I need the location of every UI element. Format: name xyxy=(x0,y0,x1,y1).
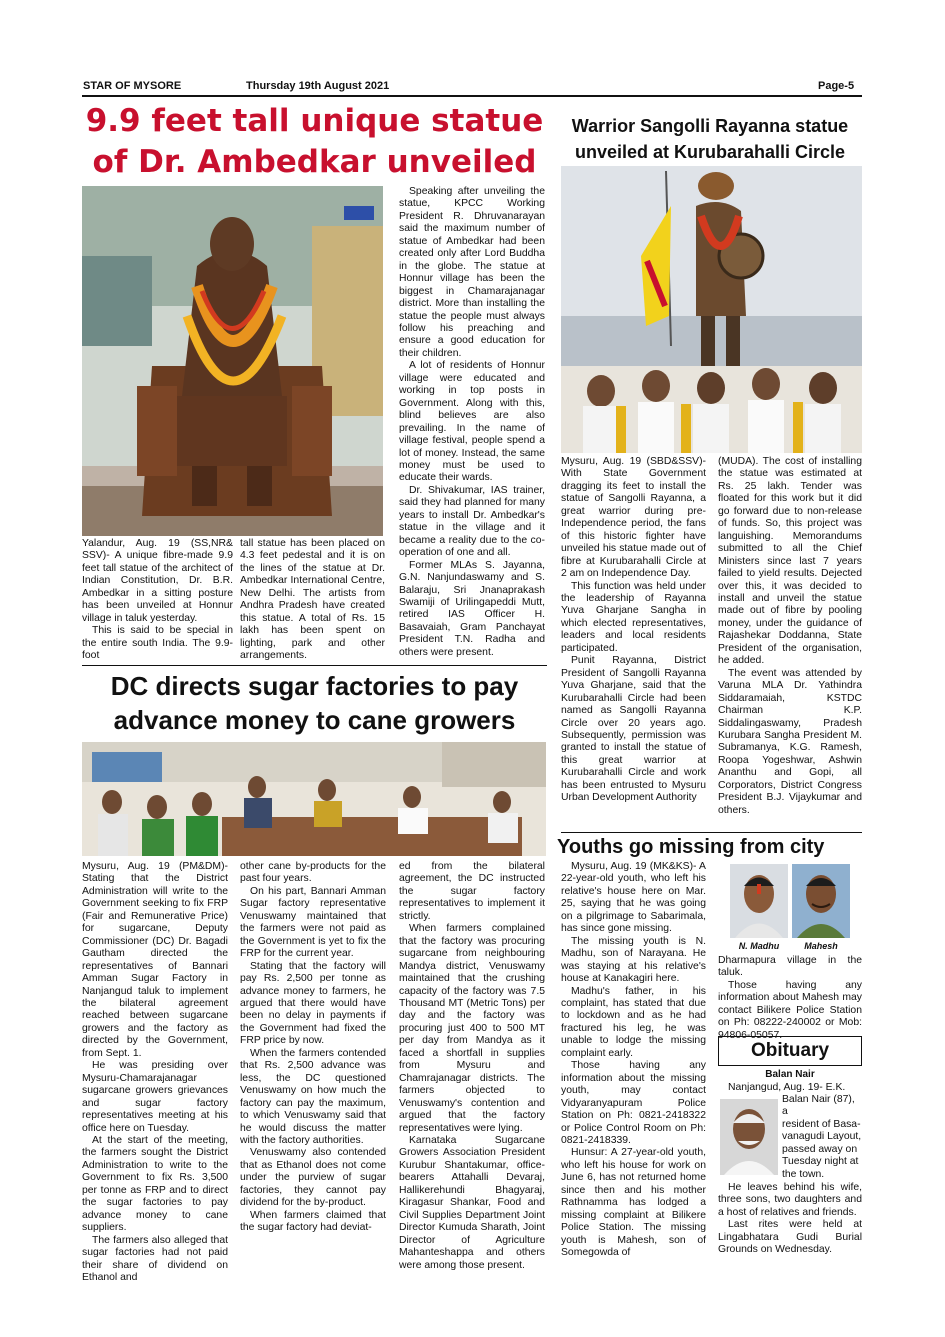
youths-col2 xyxy=(718,955,862,1042)
rayanna-col2-para2: The event was attended by Varuna MLA Dr. Yathindra Siddaramaiah, KSTDC Chairman K.P. Siddalingaswamy, Pradesh Kurubara Sangha President M. Subramanya, K.G. Ramesh, Roopa Yogeshwar, Ashwin Ananthu and Gopi, all Corporators, District Congress President B.J. Vijaykumar and others. xyxy=(718,667,862,816)
obituary-wrap-line-2: Balan Nair (87), a xyxy=(782,1094,855,1118)
sugar-col2-para1: other cane by-products for the past four years. xyxy=(240,861,386,885)
ambedkar-col1-para2: This is said to be special in the entire south India. The 9.9-foot xyxy=(82,625,233,662)
ambedkar-col1-para1: Yalandur, Aug. 19 (SS,NR& SSV)- A unique fibre-made 9.9 feet tall statue of the architect of Indian Constitution, Dr. B.R. Ambedkar in a sitting posture has been unveiled at Honnur village in taluk yesterday. xyxy=(82,538,233,624)
obituary-intro-line xyxy=(718,1082,862,1094)
sugar-col2-para5: Venuswamy also contended that as Ethanol does not come under the purview of sugar factories, they cannot pay dividend for the by-product. xyxy=(240,1147,386,1209)
obituary-wrap-line-4: vanagudi Layout, xyxy=(782,1131,862,1143)
rayanna-headline-line1: Warrior Sangolli Rayanna statue xyxy=(571,116,849,136)
ambedkar-col3-para3: Dr. Shivakumar, IAS trainer, said they had planned for many years to install Dr. Ambedkar's statue in the village and it became a reality due to the co-operation of one and all. xyxy=(399,484,545,559)
obituary-photo xyxy=(720,1099,778,1175)
sugar-meeting-photo xyxy=(82,742,546,856)
obituary-wrap-line-3: resident of Basa- xyxy=(782,1118,861,1130)
section-divider-right xyxy=(561,832,862,833)
sugar-col1-para4: The farmers also alleged that sugar factories had not paid their share of dividend on Ethanol and xyxy=(82,1234,228,1283)
masthead-rule xyxy=(82,95,862,97)
obituary-rest-para2: Last rites were held at Lingabhatara Gudi Burial Grounds on Wednesday. xyxy=(718,1219,862,1256)
obituary-heading: Obituary xyxy=(718,1036,862,1066)
ambedkar-col3-para1: Speaking after unveiling the statue, KPCC Working President R. Dhruvanarayan said the maximum number of statue of Ambedkar had been created only after Lord Buddha in the globe. The statue at Honnur village has been the biggest in Chamarajanagar district. More than installing the statue the people must always follow his preaching and ensure a good education for their children. xyxy=(399,186,545,359)
page-number: Page-5 xyxy=(818,80,855,92)
issue-date: Thursday 19th August 2021 xyxy=(246,80,390,92)
section-divider-left xyxy=(82,665,547,666)
youths-col2-para2: Those having any information about Mahesh may contact Bilikere Police Station on Ph: 08222-240002 or Mob: 94806-05057. xyxy=(718,979,862,1041)
rayanna-col1-para1: Mysuru, Aug. 19 (SBD&SSV)- With State Government dragging its feet to install the statue of Sangolli Rayanna, a great warrior during pre-Independence period, the fans of this historic fighter have unveiled his statue made out of fibre at Kurubarahalli Circle at 2 am on Independence Day. xyxy=(561,456,706,580)
ambedkar-col1 xyxy=(82,538,233,663)
ambedkar-headline-line1: 9.9 feet tall unique statue xyxy=(85,103,544,139)
obituary-wrap-text xyxy=(782,1094,862,1181)
obituary-wrap-line-5: passed away on xyxy=(782,1143,858,1155)
youths-col1-para3: Madhu's father, in his complaint, has stated that due to lockdown and as he had fractured his leg, he was unable to lodge the missing complaint early. xyxy=(561,985,706,1059)
youths-col1 xyxy=(561,861,706,1260)
ambedkar-col2 xyxy=(240,538,385,663)
sugar-col2-para3: Stating that the factory will pay Rs. 2,500 per tonne as advance money to farmers, he argued that there would have been no delay in payments if the Government had fixed the FRP price by now. xyxy=(240,960,386,1047)
youths-col2-para1: Dharmapura village in the taluk. xyxy=(718,955,862,979)
youths-headline: Youths go missing from city xyxy=(557,836,825,858)
sugar-col2-para6: When farmers claimed that the sugar factory had deviat- xyxy=(240,1209,386,1234)
obituary-rest-para1: He leaves behind his wife, three sons, two daughters and a host of relatives and friends. xyxy=(718,1182,862,1218)
mahesh-photo xyxy=(792,864,850,938)
ambedkar-col3-para2: A lot of residents of Honnur village were educated and working in top posts in Government. Along with this, blind believes are also prevailing. In the name of village festival, people spend a lot of money. Instead, the same money must be used to educate their wards. xyxy=(399,360,545,484)
obituary-wrap-line-1: Nanjangud, Aug. 19- E.K. xyxy=(728,1082,846,1093)
sugar-headline-line2: advance money to cane growers xyxy=(113,705,516,735)
sugar-col1-para3: At the start of the meeting, the farmers sought the District Administration to write to the Government to fix Rs. 3,500 per tonne as FRP and to direct the sugar factories to pay advance money to cane suppliers. xyxy=(82,1134,228,1234)
rayanna-statue-photo xyxy=(561,166,862,453)
sugar-col1-para1: Mysuru, Aug. 19 (PM&DM)- Stating that the District Administration will write to the Government seeking to fix FRP (Fair and Remunerative Price) for sugarcane, Deputy Commissioner (DC) Dr. Bagadi Gautham directed the representatives of Bannari Amman Sugar Factory in Nanjangud taluk to implement the bilateral agreement reached between sugarcane growers and the factory as directed by the Government, from Sept. 1. xyxy=(82,861,228,1059)
youths-col1-para4: Those having any information about the missing youth, may contact Vidyaranyapuram Police Station on Ph: 0821-2418322 or Police Control Room on Ph: 0821-2418339. xyxy=(561,1060,706,1146)
youths-col1-para2: The missing youth is N. Madhu, son of Narayana. He was staying at his relative's house at Kanakagiri here. xyxy=(561,935,706,985)
sugar-col1 xyxy=(82,861,228,1284)
rayanna-col1-para2: This function was held under the leadership of Rayanna Yuva Gharjane Sangha in which elected representatives, leaders and local residents participated. xyxy=(561,580,706,654)
rayanna-col2-para1: (MUDA). The cost of installing the statue was estimated at Rs. 25 lakh. Tender was floated for this work but it did go forward due to non-release of funds. So, this project was languishing. Memorandums submitted to all the Chief Ministers since last 7 years failed to yield results. Dejected over this, it was decided to install and unveil the statue made out of fibre by pooling money, under the guidance of Rajashekar Doddanna, State President of the organisation, he added. xyxy=(718,456,862,667)
rayanna-col1-para3: Punit Rayanna, District President of Sangolli Rayanna Yuva Gharjane, said that the Kurubarahalli Circle had been named as Sangolli Rayanna Circle over 20 years ago. Subsequently, permission was granted to install the statue of this great warrior at Kurubarahalli Circle and work has been entrusted to Mysuru Urban Development Authority xyxy=(561,655,706,804)
ambedkar-col3 xyxy=(399,186,545,659)
obituary-name: Balan Nair xyxy=(765,1069,815,1080)
ambedkar-col2-para1: tall statue has been placed on 4.3 feet pedestal and it is on the lines of the statue at Dr. Ambedkar International Centre, New Delhi. The artists from Andhra Pradesh have created this statue. A total of Rs. 15 lakh has been spent on lighting, park and other arrangements. xyxy=(240,538,385,662)
mahesh-caption: Mahesh xyxy=(804,941,838,951)
sugar-col3-para2: When farmers complained that the factory was procuring sugarcane from neighbouring Mandya district, Venuswamy maintained that the crushing capacity of the factory was 7.5 Thousand MT (Metric Tons) per day and the factory was procuring just 400 to 500 MT per day from Mandya as it faced a shortfall in supplies from Mysuru and Chamrajanagar districts. The farmers objected to Venuswamy's contention and argued that the factory representatives were lying. xyxy=(399,923,545,1134)
sugar-col3-para3: Karnataka Sugarcane Growers Association President Kurubur Shantakumar, office-bearers Attahalli Devaraj, Hallikerehundi Bhagyaraj, Kiragasur Shankar, Food and Civil Supplies Department Joint Director Kumuda Sharath, Joint Director of Agriculture Mahanteshappa and others were among those present. xyxy=(399,1134,545,1271)
obituary-wrap-line-7: the town. xyxy=(782,1168,825,1180)
rayanna-col1 xyxy=(561,456,706,805)
madhu-photo xyxy=(730,864,788,938)
ambedkar-statue-photo xyxy=(82,186,383,536)
obituary-wrap-line-6: Tuesday night at xyxy=(782,1156,859,1168)
sugar-col1-para2: He was presiding over Mysuru-Chamarajanagar sugarcane growers grievances and sugar factory representatives meeting at his office here on Tuesday. xyxy=(82,1060,228,1134)
obituary-rest xyxy=(718,1182,862,1257)
youths-col1-para5: Hunsur: A 27-year-old youth, who left his house for work on June 6, has not returned home since then and his mother Rathnamma has lodged a missing complaint at Bilikere Police Station. The missing youth is Mahesh, son of Somegowda of xyxy=(561,1147,706,1259)
sugar-col2-para2: On his part, Bannari Amman Sugar factory representative Venuswamy maintained that the farmers were not paid as the Government is yet to fix the FRP for the current year. xyxy=(240,885,386,960)
sugar-headline-line1: DC directs sugar factories to pay xyxy=(110,671,519,701)
youths-col1-para1: Mysuru, Aug. 19 (MK&KS)- A 22-year-old youth, who left his relative's house here on Mar. 25, saying that he was going on a pilgrimage to Sabarimala, has since gone missing. xyxy=(561,861,706,935)
sugar-col2 xyxy=(240,861,386,1235)
rayanna-headline-line2: unveiled at Kurubarahalli Circle xyxy=(574,142,846,162)
ambedkar-headline-line2: of Dr. Ambedkar unveiled xyxy=(92,144,537,180)
sugar-col3-para1: ed from the bilateral agreement, the DC instructed the sugar factory representatives to implement it strictly. xyxy=(399,861,545,922)
madhu-caption: N. Madhu xyxy=(738,941,780,951)
sugar-col3 xyxy=(399,861,545,1272)
ambedkar-col3-para4: Former MLAs S. Jayanna, G.N. Nanjundaswamy and S. Balaraju, Sri Jnanaprakash Swamiji of Urilingapeddi Mutt, retired IAS Officer H. Basavaiah, Gram Panchayat President T.N. Radha and others were present. xyxy=(399,559,545,658)
rayanna-col2 xyxy=(718,456,862,817)
sugar-col2-para4: When the farmers contended that Rs. 2,500 advance was less, the DC questioned Venuswamy on how much the factory can pay the maximum, to which Venuswamy said that he would discuss the matter with the factory authorities. xyxy=(240,1047,386,1146)
paper-name: STAR OF MYSORE xyxy=(83,80,182,92)
